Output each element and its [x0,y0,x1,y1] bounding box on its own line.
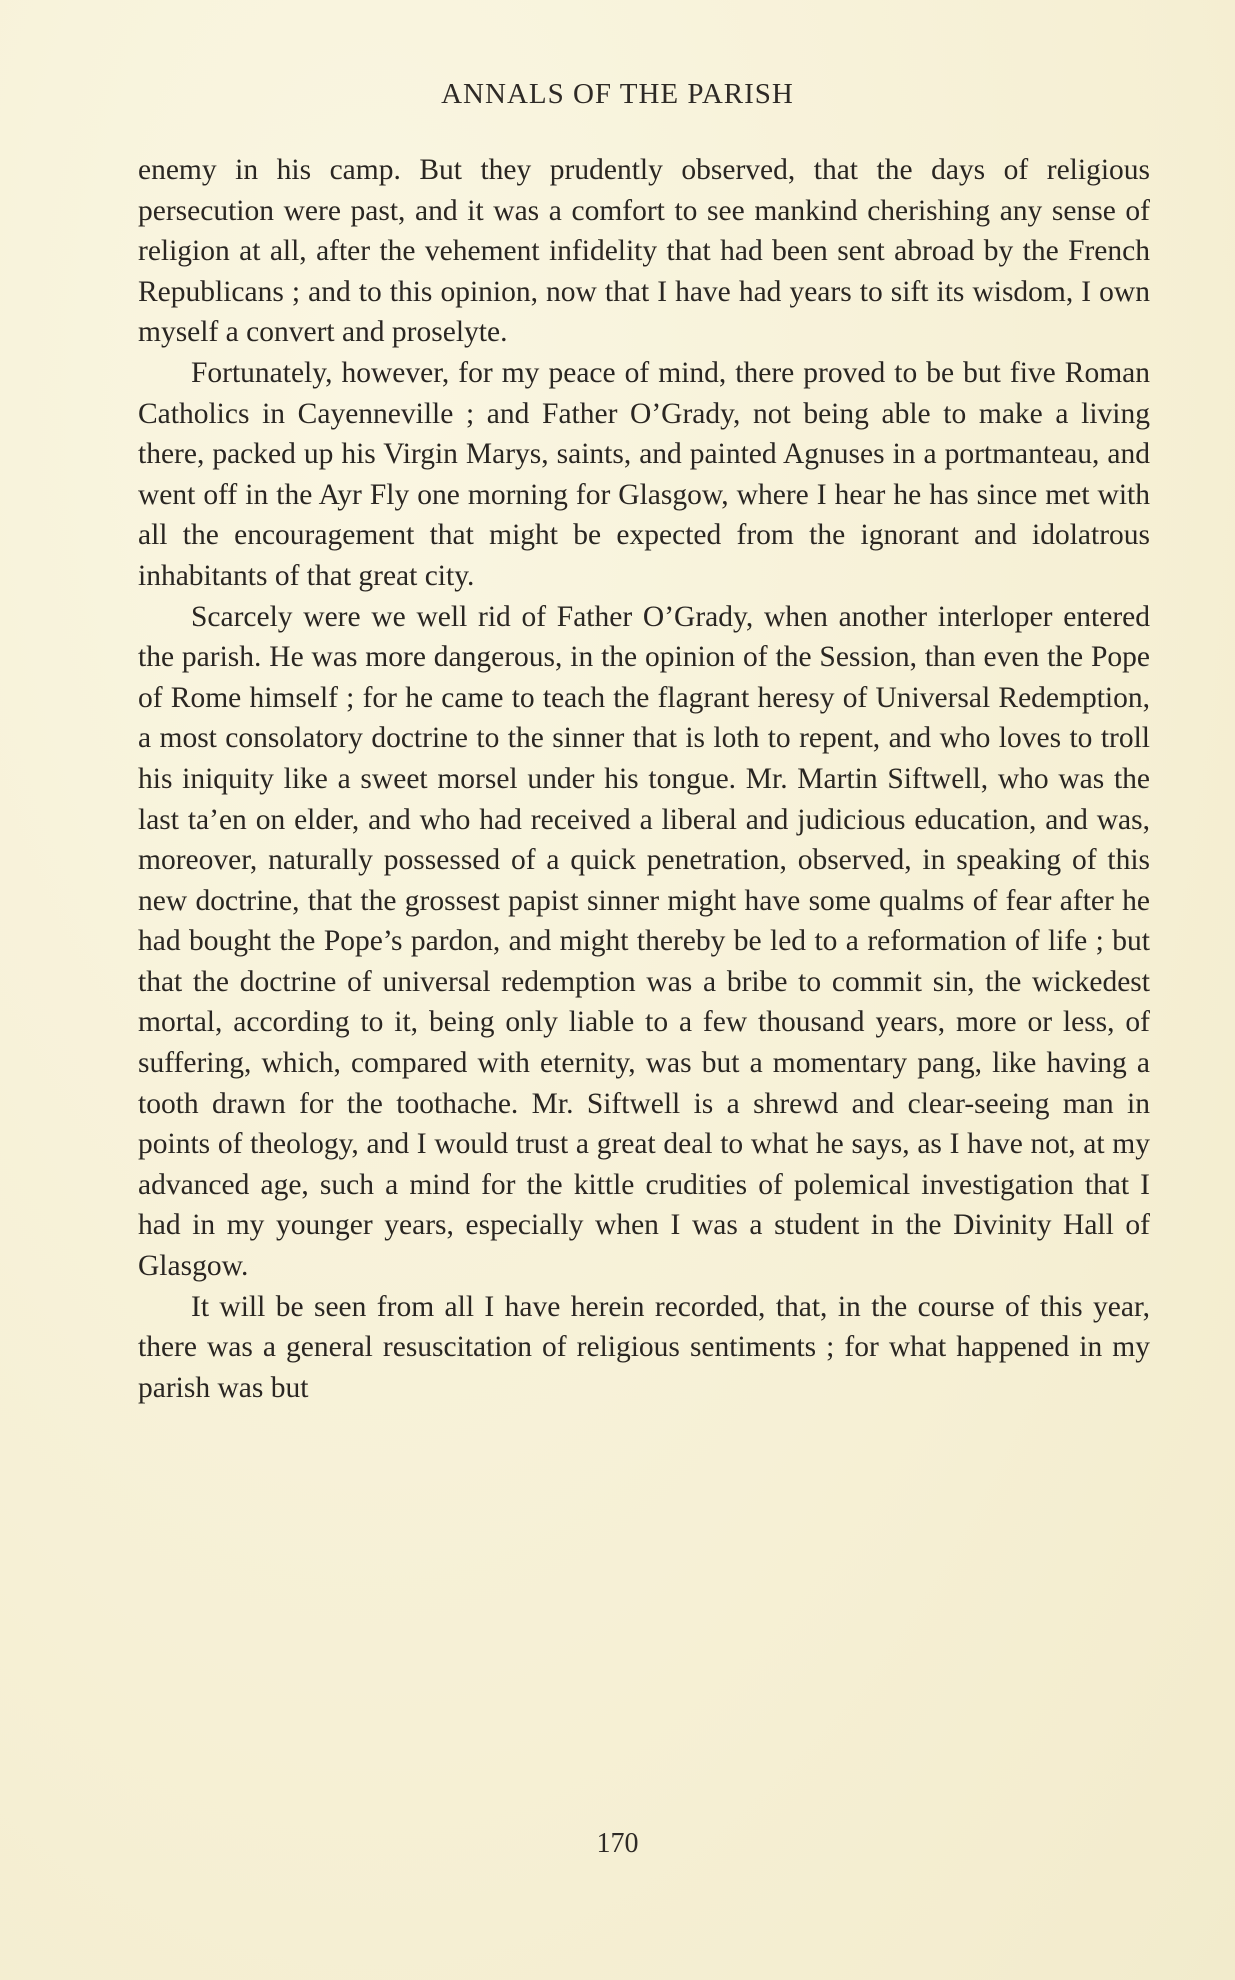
paragraph-continued: enemy in his camp. But they prudently observed, that the days of religious persecution were past, and it was a comfort to see mankind cherishing any sense of religion at all, after the vehement infidelity that had been sent abroad by the French Republicans ; and to this opinion, now that I have had years to sift its wisdom, I own myself a convert and proselyte. [138,154,1150,349]
paragraph: Fortunately, however, for my peace of mind, there proved to be but five Roman Catholics in Cayenneville ; and Father O’Grady, not being able to make a living there, packed up his Virgin Marys, saints, and painted Agnuses in a portmanteau, and went off in the Ayr Fly one morning for Glasgow, where I hear he has since met with all the encouragement that might be expected from the ignorant and idolatrous inhabitants of that great city. [138,356,1150,592]
running-head: ANNALS OF THE PARISH [441,78,794,110]
paragraph: Scarcely were we well rid of Father O’Grady, when another interloper entered the parish. He was more dangerous, in the opinion of the Session, than even the Pope of Rome himself ; for he came to teach the flagrant heresy of Universal Redemption, a most consolatory doctrine to the sinner that is loth to repent, and who loves to troll his iniquity like a sweet morsel under his tongue. Mr. Martin Siftwell, who was the last ta’en on elder, and who had received a liberal and judicious education, and was, moreover, naturally possessed of a quick penetration, observed, in speaking of this new doctrine, that the grossest papist sinner might have some qualms of fear after he had bought the Pope’s pardon, and might thereby be led to a reformation of life ; but that the doctrine of universal redemption was a bribe to commit sin, the wickedest mortal, according to it, being only liable to a few thousand years, more or less, of suffering, which, compared with eternity, was but a momentary pang, like having a tooth drawn for the toothache. Mr. Siftwell is a shrewd and clear-seeing man in points of theology, and I would trust a great deal to what he says, as I have not, at my advanced age, such a mind for the kittle crudities of polemical investigation that I had in my younger years, especially when I was a student in the Divinity Hall of Glasgow. [138,600,1150,1283]
page-number: 170 [596,1828,639,1859]
paragraph: It will be seen from all I have herein recorded, that, in the course of this year, there was a general resuscitation of religious sentiments ; for what happened in my parish was but [138,1290,1150,1404]
body-text [138,150,1150,1408]
